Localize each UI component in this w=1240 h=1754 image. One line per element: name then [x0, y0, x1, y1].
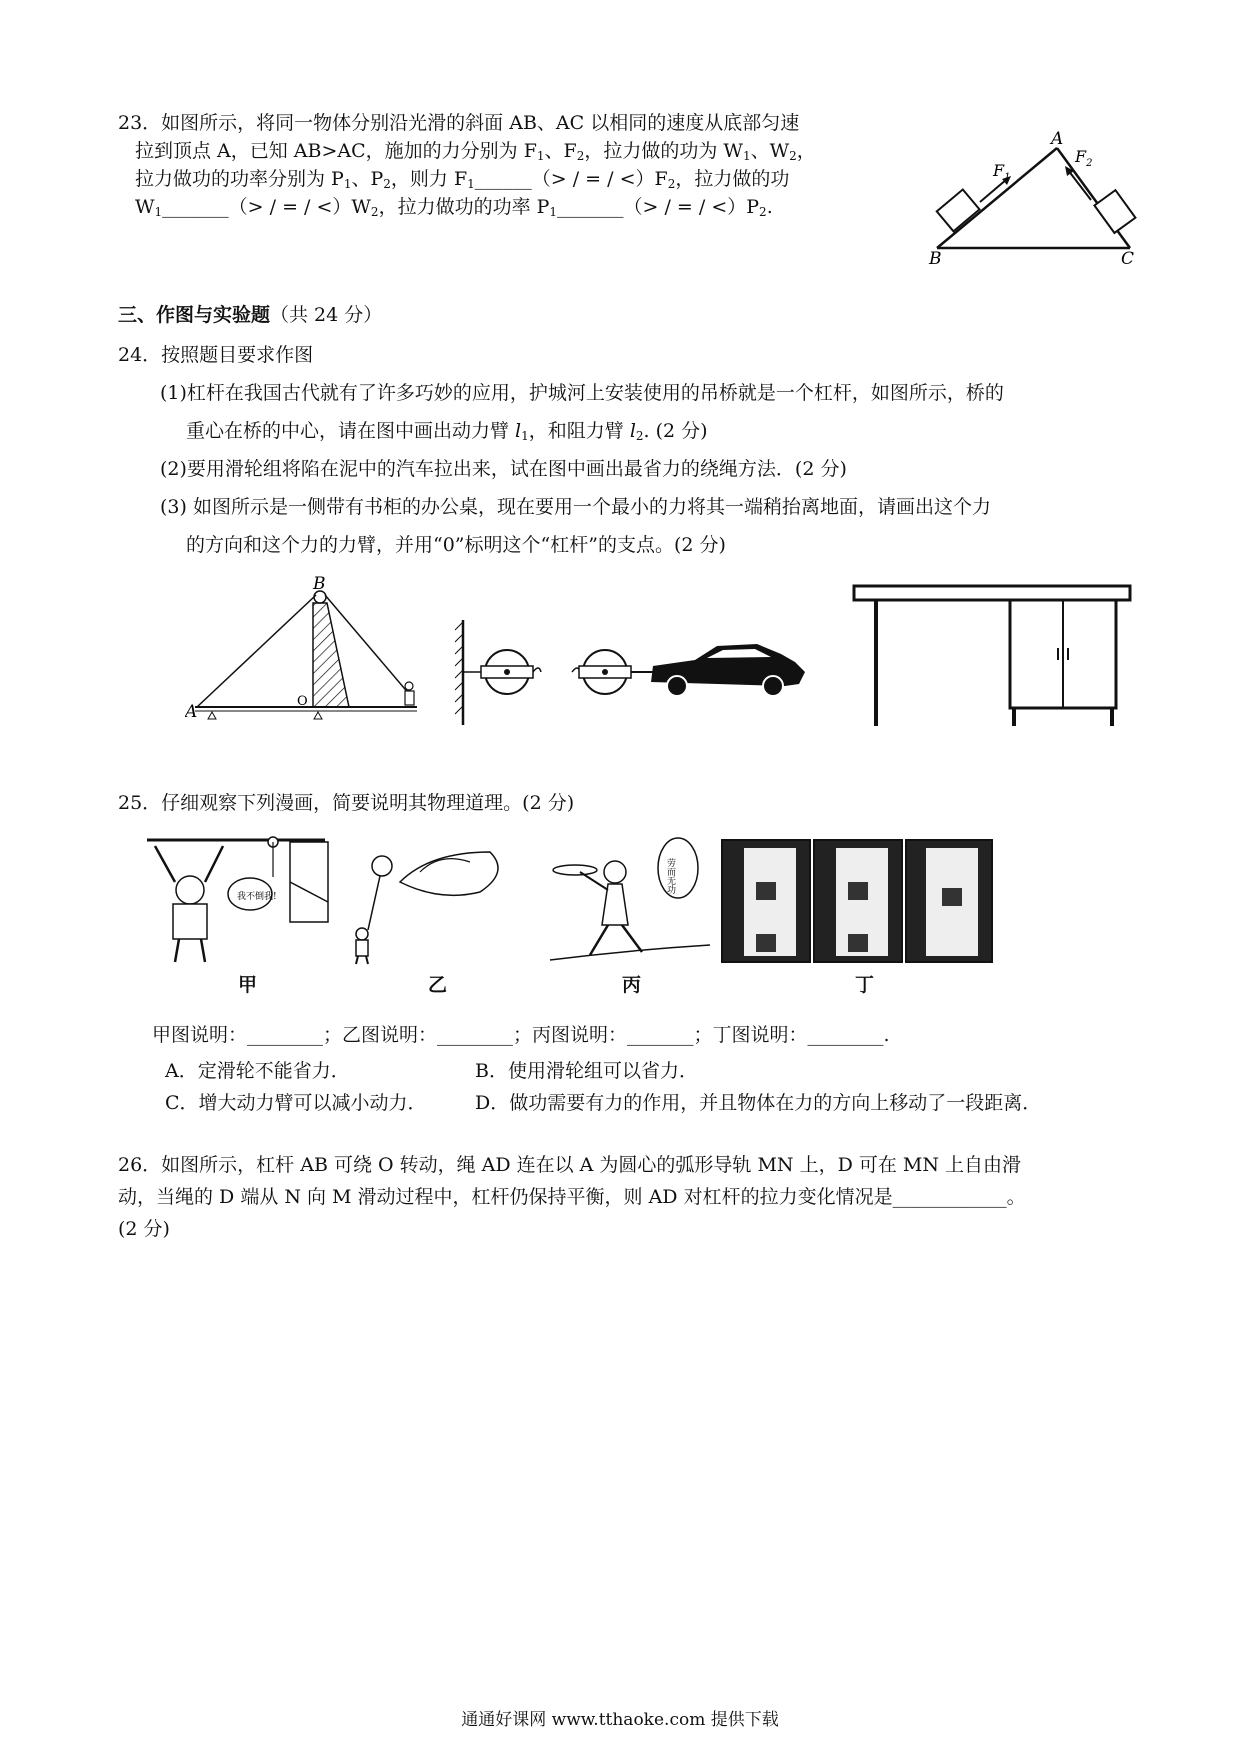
pulley-fixed-axle — [504, 669, 510, 675]
q23-text: ______（> / = / <）F — [474, 168, 668, 190]
q23-text: ，拉力做的功 — [675, 168, 790, 190]
q23-text: ，拉力做功的功率 P — [378, 196, 550, 218]
bubble-text: 我不倒我! — [237, 892, 277, 902]
cartoon-jia — [145, 832, 330, 967]
q24-pulley-car-figure — [455, 600, 830, 730]
q23-text: 、W — [750, 140, 790, 162]
q23-incline-figure — [925, 130, 1145, 265]
block-left — [937, 190, 980, 232]
q24-stem: 24．按照题目要求作图 — [118, 344, 314, 366]
cartoon-yi — [340, 832, 525, 967]
q24-text: . (2 分) — [643, 420, 708, 442]
q24-part2: (2)要用滑轮组将陷在泥中的汽车拉出来，试在图中画出最省力的绕绳方法．(2 分) — [160, 458, 847, 480]
page-footer: 通通好课网 www.tthaoke.com 提供下载 — [461, 1710, 779, 1730]
q24-part1-line1: (1)杠杆在我国古代就有了许多巧妙的应用，护城河上安装使用的吊桥就是一个杠杆，如图所示，桥的 — [160, 382, 1004, 404]
kid-head — [356, 928, 368, 940]
pulley — [372, 856, 392, 876]
q24-part1-line2 — [186, 418, 708, 449]
q23-text: 、F — [544, 140, 577, 162]
q23-sub: 2 — [667, 177, 676, 191]
q25-option-d: D．做功需要有力的作用，并且物体在力的方向上移动了一段距离． — [475, 1092, 1042, 1114]
q23-sub: 1 — [536, 149, 545, 163]
q23-sub: 1 — [343, 177, 352, 191]
q24-sub: 2 — [635, 429, 644, 443]
q23-text: ，则力 F — [390, 168, 468, 190]
q24-part3-line1: (3) 如图所示是一侧带有书柜的办公桌，现在要用一个最小的力将其一端稍抬离地面，请画出这个力 — [160, 496, 991, 518]
section-3-title — [118, 302, 382, 328]
q23-sub: 2 — [383, 177, 391, 191]
car-wheel-front — [667, 676, 687, 696]
bubble — [658, 838, 698, 898]
q24-l2: l — [629, 420, 636, 442]
panel-2-box-bottom — [848, 934, 868, 952]
q24-text: 重心在桥的中心，请在图中画出动力臂 — [186, 420, 516, 442]
q26-line-2: 动，当绳的 D 端从 N 向 M 滑动过程中，杠杆仍保持平衡，则 AD 对杠杆的拉力变化情况是____________。 — [118, 1186, 1026, 1208]
kid-legs — [356, 956, 368, 964]
label-f1: $F_1$ — [993, 161, 1011, 183]
q23-sub: 2 — [370, 205, 379, 219]
hinge-o — [314, 712, 322, 719]
q23-text: _______（> / = / <）W — [162, 196, 371, 218]
rope-left — [197, 595, 316, 707]
rope — [368, 876, 380, 930]
arrow-f1 — [980, 179, 1007, 202]
label-b: B — [929, 249, 942, 265]
bubble-text: 劳而无功 — [665, 858, 675, 894]
person-head — [405, 682, 413, 690]
label-f2: $F_2$ — [1075, 147, 1093, 169]
q23-sub: 1 — [154, 205, 163, 219]
arrow-f2 — [1068, 170, 1091, 200]
q25-stem: 25．仔细观察下列漫画，简要说明其物理道理。(2 分) — [118, 792, 575, 814]
q24-text: ，和阻力臂 — [528, 420, 630, 442]
q23-line-2 — [135, 138, 816, 169]
caption-ding: 丁 — [855, 974, 875, 996]
panel-1-box-bottom — [756, 934, 776, 952]
q24-sub: 1 — [521, 429, 529, 443]
q23-sub: 2 — [576, 149, 585, 163]
block-right — [1094, 190, 1135, 233]
q26-line-3: (2 分) — [118, 1218, 170, 1240]
q23-sub: 2 — [759, 205, 767, 219]
section-title: 三、作图与实验题 — [118, 304, 271, 326]
q23-sub: 1 — [549, 205, 558, 219]
q23-sub: 1 — [742, 149, 751, 163]
person-body — [602, 884, 628, 925]
person-body — [173, 904, 207, 939]
q24-part3-line2: 的方向和这个力的力臂，并用“0”标明这个“杠杆”的支点。(2 分) — [186, 534, 726, 556]
q23-line-4 — [135, 194, 773, 225]
kid-body — [356, 940, 368, 956]
q23-text: 拉力做功的功率分别为 P — [135, 168, 344, 190]
panel-1-box-top — [756, 882, 776, 900]
q23-text: ，拉力做的功为 W — [584, 140, 743, 162]
caption-yi: 乙 — [428, 974, 448, 996]
label-a: A — [185, 702, 198, 722]
q23-sub: 1 — [467, 177, 475, 191]
car-wheel-rear — [763, 676, 783, 696]
q25-option-b: B．使用滑轮组可以省力． — [475, 1060, 698, 1082]
ground — [550, 945, 710, 960]
desk-top — [854, 586, 1130, 600]
q23-text: ， — [796, 140, 816, 162]
q23-text: W — [135, 196, 155, 218]
section-score: （共 24 分） — [270, 304, 383, 326]
tray — [553, 865, 597, 875]
q23-text: 拉到顶点 A，已知 AB>AC，施加的力分别为 F — [135, 140, 537, 162]
q24-desk-figure — [850, 578, 1140, 730]
person — [405, 691, 414, 705]
panel-3-box — [942, 888, 962, 906]
q23-line-1: 23．如图所示，将同一物体分别沿光滑的斜面 AB、AC 以相同的速度从底部匀速 — [118, 112, 800, 134]
door-detail — [290, 882, 328, 902]
q23-sub: 2 — [789, 149, 797, 163]
q25-option-c: C．增大动力臂可以减小动力． — [165, 1092, 427, 1114]
caption-bing: 丙 — [622, 974, 642, 996]
cartoon-ding — [720, 838, 995, 966]
caption-jia: 甲 — [238, 974, 258, 996]
q25-fill-line: 甲图说明：________；乙图说明：________；丙图说明：_______；丁图说明：________. — [152, 1024, 890, 1046]
person-head — [176, 876, 204, 904]
q25-option-a: A．定滑轮不能省力． — [165, 1060, 350, 1082]
label-b: B — [313, 575, 326, 594]
door — [290, 842, 328, 922]
pulley-fixed-hook — [533, 668, 541, 672]
tower — [313, 603, 349, 707]
panel-2-box-top — [848, 882, 868, 900]
label-a: A — [1051, 130, 1064, 149]
hinge-a — [208, 712, 216, 719]
label-c: C — [1121, 249, 1135, 265]
q24-drawbridge-figure — [185, 575, 450, 725]
person-legs — [175, 939, 205, 962]
pulley-moving-axle — [602, 669, 608, 675]
q23-text: 、P — [351, 168, 384, 190]
q26-line-1: 26．如图所示，杠杆 AB 可绕 O 转动，绳 AD 连在以 A 为圆心的弧形导轨 MN 上，D 可在 MN 上自由滑 — [118, 1154, 1022, 1176]
q24-l1: l — [515, 420, 522, 442]
cartoon-bing — [530, 830, 715, 970]
q23-line-3 — [135, 166, 789, 197]
q23-text: _______（> / = / <）P — [557, 196, 760, 218]
person-head — [604, 861, 626, 883]
q23-text: . — [766, 196, 773, 218]
label-o: O — [297, 694, 308, 709]
